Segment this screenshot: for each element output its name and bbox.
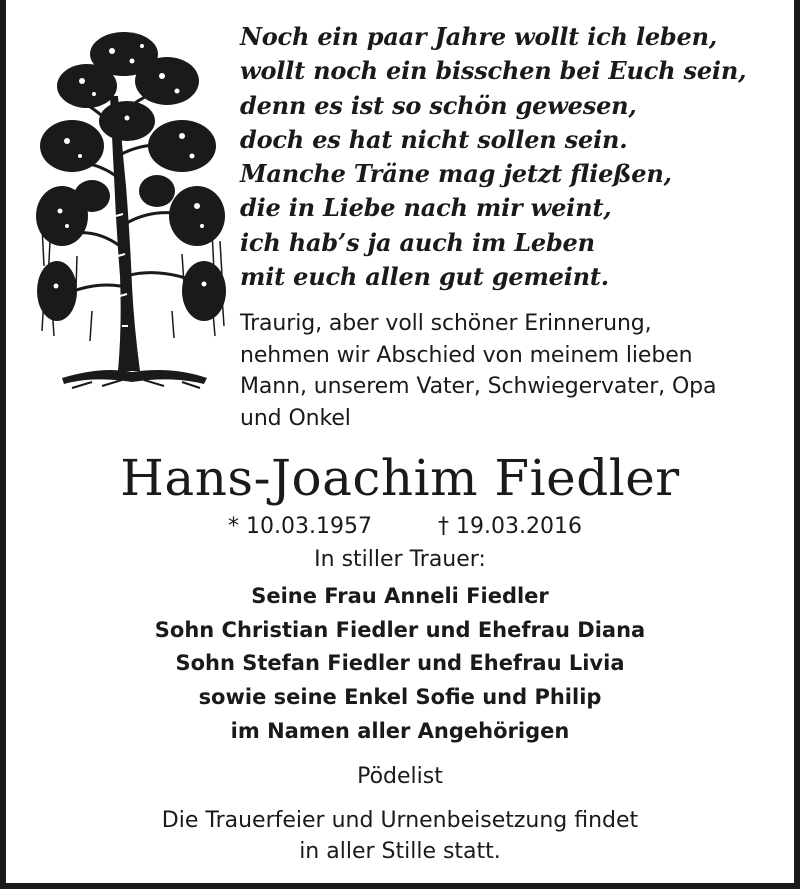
poem-line: mit euch allen gut gemeint. [240, 262, 609, 292]
birch-tree-icon [32, 26, 232, 396]
family-list [6, 580, 794, 749]
death-date: † 19.03.2016 [438, 514, 582, 539]
poem [240, 20, 746, 294]
service-note [6, 805, 794, 867]
family-member: Sohn Stefan Fiedler und Ehefrau Livia [175, 651, 625, 676]
place-name: Pödelist [357, 764, 443, 789]
service-line: in aller Stille statt. [299, 839, 501, 864]
deceased-name: Hans-Joachim Fiedler [120, 449, 680, 507]
family-member: Seine Frau Anneli Fiedler [251, 584, 549, 608]
intro-line: und Onkel [240, 405, 351, 431]
poem-line: ich hab’s ja auch im Leben [240, 227, 595, 257]
poem-line: doch es hat nicht sollen sein. [240, 124, 628, 154]
intro-text [240, 308, 716, 434]
intro-line: Traurig, aber voll schöner Erinnerung, [240, 311, 652, 336]
service-line: Die Trauerfeier und Urnenbeisetzung findet [161, 808, 639, 833]
birth-date: * 10.03.1957 [228, 514, 372, 539]
poem-line: denn es ist so schön gewesen, [240, 90, 637, 120]
family-member: Sohn Christian Fiedler und Ehefrau Diana [154, 617, 646, 642]
family-member: im Namen aller Angehörigen [230, 718, 570, 743]
family-member: sowie seine Enkel Sofie und Philip [198, 685, 602, 710]
intro-line: Mann, unserem Vater, Schwiegervater, Opa [240, 374, 717, 399]
poem-line: wollt noch ein bisschen bei Euch sein, [240, 56, 747, 86]
poem-line: Manche Träne mag jetzt fließen, [240, 159, 672, 189]
intro-line: nehmen wir Abschied von meinem lieben [240, 342, 693, 368]
poem-line: Noch ein paar Jahre wollt ich leben, [240, 22, 717, 51]
poem-line: die in Liebe nach mir weint, [240, 193, 612, 223]
mourning-label: In stiller Trauer: [314, 547, 486, 572]
